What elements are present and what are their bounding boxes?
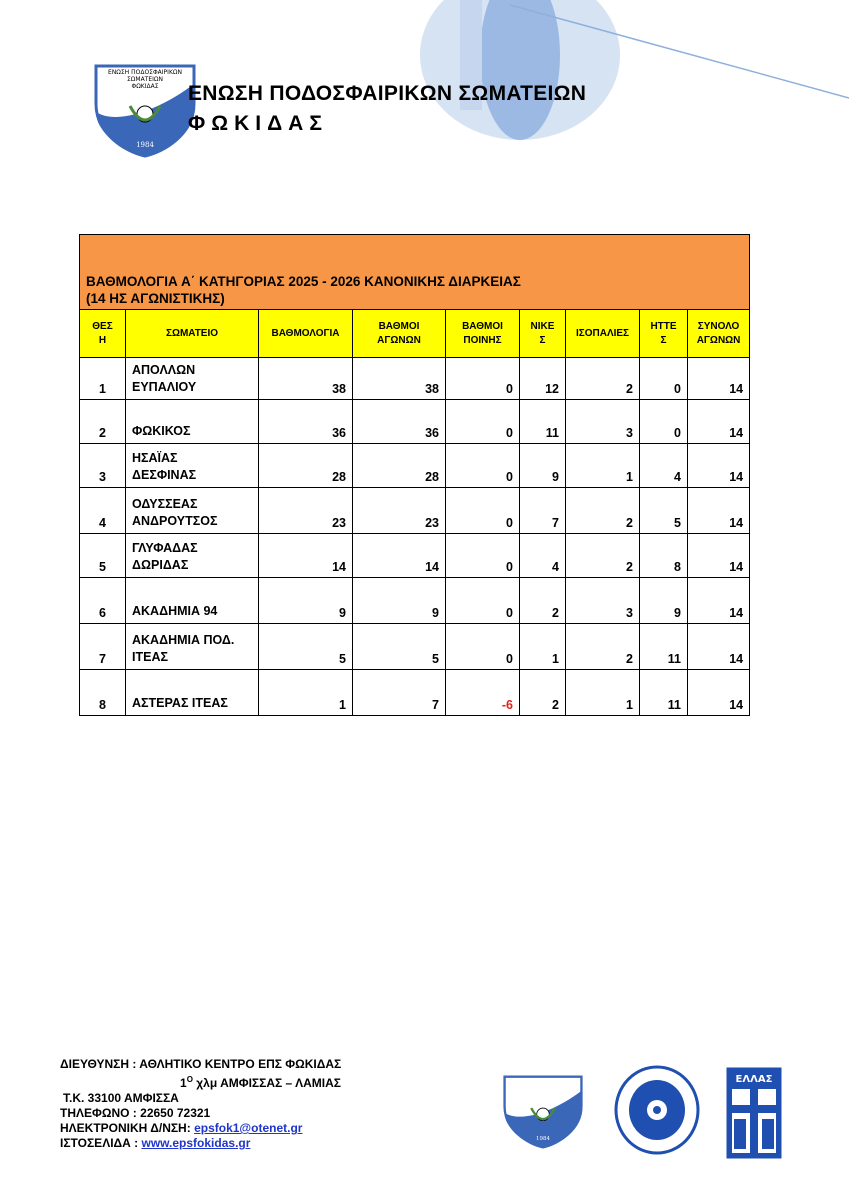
cell-losses: 11 [640, 670, 688, 716]
table-row [80, 488, 750, 534]
cell-losses: 9 [640, 578, 688, 624]
cell-losses: 0 [640, 400, 688, 444]
team-name-line1: ΑΠΟΛΛΩΝ [132, 363, 196, 377]
team-name-line1: ΓΛΥΦΑΔΑΣ [132, 541, 198, 555]
cell-team [126, 488, 259, 534]
cell-team [126, 444, 259, 488]
cell-points: 38 [259, 358, 353, 400]
cell-draws: 2 [566, 624, 640, 670]
cell-draws: 3 [566, 578, 640, 624]
cell-team [126, 578, 259, 624]
cell-penalty: 0 [446, 444, 520, 488]
cell-team [126, 400, 259, 444]
cell-match-points: 14 [353, 534, 446, 578]
cell-played: 14 [688, 444, 750, 488]
cell-played: 14 [688, 624, 750, 670]
team-name-line2: ΑΚΑΔΗΜΙΑ 94 [132, 604, 218, 618]
cell-played: 14 [688, 578, 750, 624]
address-line2: $1^O$ χλμ ΑΜΦΙΣΣΑΣ – ΛΑΜΙΑΣ [180, 1075, 341, 1090]
hfa-logo [614, 1065, 700, 1155]
cell-position: 7 [80, 624, 126, 670]
table-row [80, 444, 750, 488]
cell-draws: 2 [566, 358, 640, 400]
cell-losses: 8 [640, 534, 688, 578]
cell-points: 9 [259, 578, 353, 624]
cell-wins: 9 [520, 444, 566, 488]
col-match-points: ΒΑΘΜΟΙ ΑΓΩΝΩΝ [353, 310, 446, 358]
greek-flag-emblem [726, 1067, 782, 1159]
cell-wins: 4 [520, 534, 566, 578]
table-title-line1: ΒΑΘΜΟΛΟΓΙΑ Α΄ ΚΑΤΗΓΟΡΙΑΣ 2025 - 2026 ΚΑΝΟΝΙΚΗΣ ΔΙΑΡΚΕΙΑΣ [86, 274, 521, 289]
svg-text:ΦΩΚΙΔΑΣ: ΦΩΚΙΔΑΣ [131, 83, 159, 90]
standings-table [79, 234, 750, 716]
hellas-label: ΕΛΛΑΣ [735, 1074, 773, 1085]
team-name-line2: ΦΩΚΙΚΟΣ [132, 424, 191, 438]
col-draws: ΙΣΟΠΑΛΙΕΣ [566, 310, 640, 358]
table-title [80, 235, 750, 310]
cell-match-points: 5 [353, 624, 446, 670]
cell-played: 14 [688, 534, 750, 578]
cell-team [126, 624, 259, 670]
cell-draws: 2 [566, 534, 640, 578]
cell-wins: 12 [520, 358, 566, 400]
svg-text:ΕΝΩΣΗ ΠΟΔΟΣΦΑΙΡΙΚΩΝ: ΕΝΩΣΗ ΠΟΔΟΣΦΑΙΡΙΚΩΝ [108, 69, 182, 76]
cell-penalty: 0 [446, 624, 520, 670]
cell-position: 4 [80, 488, 126, 534]
cell-draws: 2 [566, 488, 640, 534]
cell-team [126, 358, 259, 400]
cell-penalty: 0 [446, 488, 520, 534]
epsf-logo-small [503, 1072, 583, 1152]
cell-position: 8 [80, 670, 126, 716]
table-row [80, 400, 750, 444]
cell-match-points: 36 [353, 400, 446, 444]
team-name-line2: ΑΣΤΕΡΑΣ ΙΤΕΑΣ [132, 696, 228, 710]
column-header-row [80, 310, 750, 358]
phone: ΤΗΛΕΦΩΝΟ : 22650 72321 [60, 1106, 211, 1120]
cell-wins: 2 [520, 578, 566, 624]
col-losses: ΗΤΤΕ Σ [640, 310, 688, 358]
team-name-line1: ΑΚΑΔΗΜΙΑ ΠΟΔ. [132, 633, 235, 647]
cell-position: 6 [80, 578, 126, 624]
cell-draws: 1 [566, 444, 640, 488]
postal-code: Τ.Κ. 33100 ΑΜΦΙΣΣΑ [63, 1091, 179, 1105]
cell-match-points: 38 [353, 358, 446, 400]
cell-points: 5 [259, 624, 353, 670]
cell-points: 1 [259, 670, 353, 716]
contact-footer [60, 1057, 341, 1151]
cell-position: 3 [80, 444, 126, 488]
cell-wins: 11 [520, 400, 566, 444]
cell-penalty: 0 [446, 534, 520, 578]
col-wins: ΝΙΚΕ Σ [520, 310, 566, 358]
cell-wins: 7 [520, 488, 566, 534]
cell-losses: 5 [640, 488, 688, 534]
col-position: ΘΕΣ Η [80, 310, 126, 358]
website-line: ΙΣΤΟΣΕΛΙΔΑ : www.epsfokidas.gr [60, 1136, 251, 1150]
cell-match-points: 28 [353, 444, 446, 488]
cell-points: 23 [259, 488, 353, 534]
email-line: ΗΛΕΚΤΡΟΝΙΚΗ Δ/ΝΣΗ: epsfok1@otenet.gr [60, 1121, 303, 1135]
organization-name: ΕΝΩΣΗ ΠΟΔΟΣΦΑΙΡΙΚΩΝ ΣΩΜΑΤΕΙΩΝ [188, 82, 587, 105]
cell-position: 5 [80, 534, 126, 578]
col-penalty-points: ΒΑΘΜΟΙ ΠΟΙΝΗΣ [446, 310, 520, 358]
table-title-row [80, 235, 750, 310]
website-link[interactable]: www.epsfokidas.gr [141, 1136, 251, 1150]
cell-points: 28 [259, 444, 353, 488]
cell-played: 14 [688, 358, 750, 400]
cell-losses: 0 [640, 358, 688, 400]
svg-text:1984: 1984 [536, 1136, 550, 1143]
cell-team [126, 534, 259, 578]
cell-penalty: 0 [446, 358, 520, 400]
cell-losses: 4 [640, 444, 688, 488]
organization-region: ΦΩΚΙΔΑΣ [188, 112, 328, 135]
team-name-line1: ΟΔΥΣΣΕΑΣ [132, 497, 198, 511]
cell-wins: 1 [520, 624, 566, 670]
cell-penalty: -6 [446, 670, 520, 716]
table-row [80, 670, 750, 716]
svg-text:1984: 1984 [136, 141, 154, 149]
table-row [80, 624, 750, 670]
cell-played: 14 [688, 400, 750, 444]
cell-points: 36 [259, 400, 353, 444]
col-points: ΒΑΘΜΟΛΟΓΙΑ [259, 310, 353, 358]
team-name-line2: ΙΤΕΑΣ [132, 650, 168, 664]
epsf-logo [94, 64, 196, 158]
cell-wins: 2 [520, 670, 566, 716]
cell-match-points: 7 [353, 670, 446, 716]
col-played: ΣΥΝΟΛΟ ΑΓΩΝΩΝ [688, 310, 750, 358]
table-row [80, 578, 750, 624]
team-name-line1: ΗΣΑΪΑΣ [132, 451, 178, 465]
team-name-line2: ΔΩΡΙΔΑΣ [132, 558, 189, 572]
table-row [80, 358, 750, 400]
team-name-line2: ΕΥΠΑΛΙΟΥ [132, 380, 197, 394]
cell-match-points: 9 [353, 578, 446, 624]
cell-penalty: 0 [446, 578, 520, 624]
cell-draws: 1 [566, 670, 640, 716]
email-link[interactable]: epsfok1@otenet.gr [194, 1121, 303, 1135]
table-row [80, 534, 750, 578]
cell-played: 14 [688, 670, 750, 716]
cell-played: 14 [688, 488, 750, 534]
team-name-line2: ΑΝΔΡΟΥΤΣΟΣ [132, 514, 218, 528]
cell-penalty: 0 [446, 400, 520, 444]
cell-position: 2 [80, 400, 126, 444]
team-name-line2: ΔΕΣΦΙΝΑΣ [132, 468, 197, 482]
cell-losses: 11 [640, 624, 688, 670]
col-team: ΣΩΜΑΤΕΙΟ [126, 310, 259, 358]
cell-team [126, 670, 259, 716]
address-line1: ΔΙΕΥΘΥΝΣΗ : ΑΘΛΗΤΙΚΟ ΚΕΝΤΡΟ ΕΠΣ ΦΩΚΙΔΑΣ [60, 1057, 342, 1071]
header-decoration [400, 0, 849, 140]
cell-points: 14 [259, 534, 353, 578]
cell-draws: 3 [566, 400, 640, 444]
cell-match-points: 23 [353, 488, 446, 534]
cell-position: 1 [80, 358, 126, 400]
svg-text:ΣΩΜΑΤΕΙΩΝ: ΣΩΜΑΤΕΙΩΝ [127, 76, 163, 83]
table-title-line2: (14 ΗΣ ΑΓΩΝΙΣΤΙΚΗΣ) [86, 291, 225, 306]
